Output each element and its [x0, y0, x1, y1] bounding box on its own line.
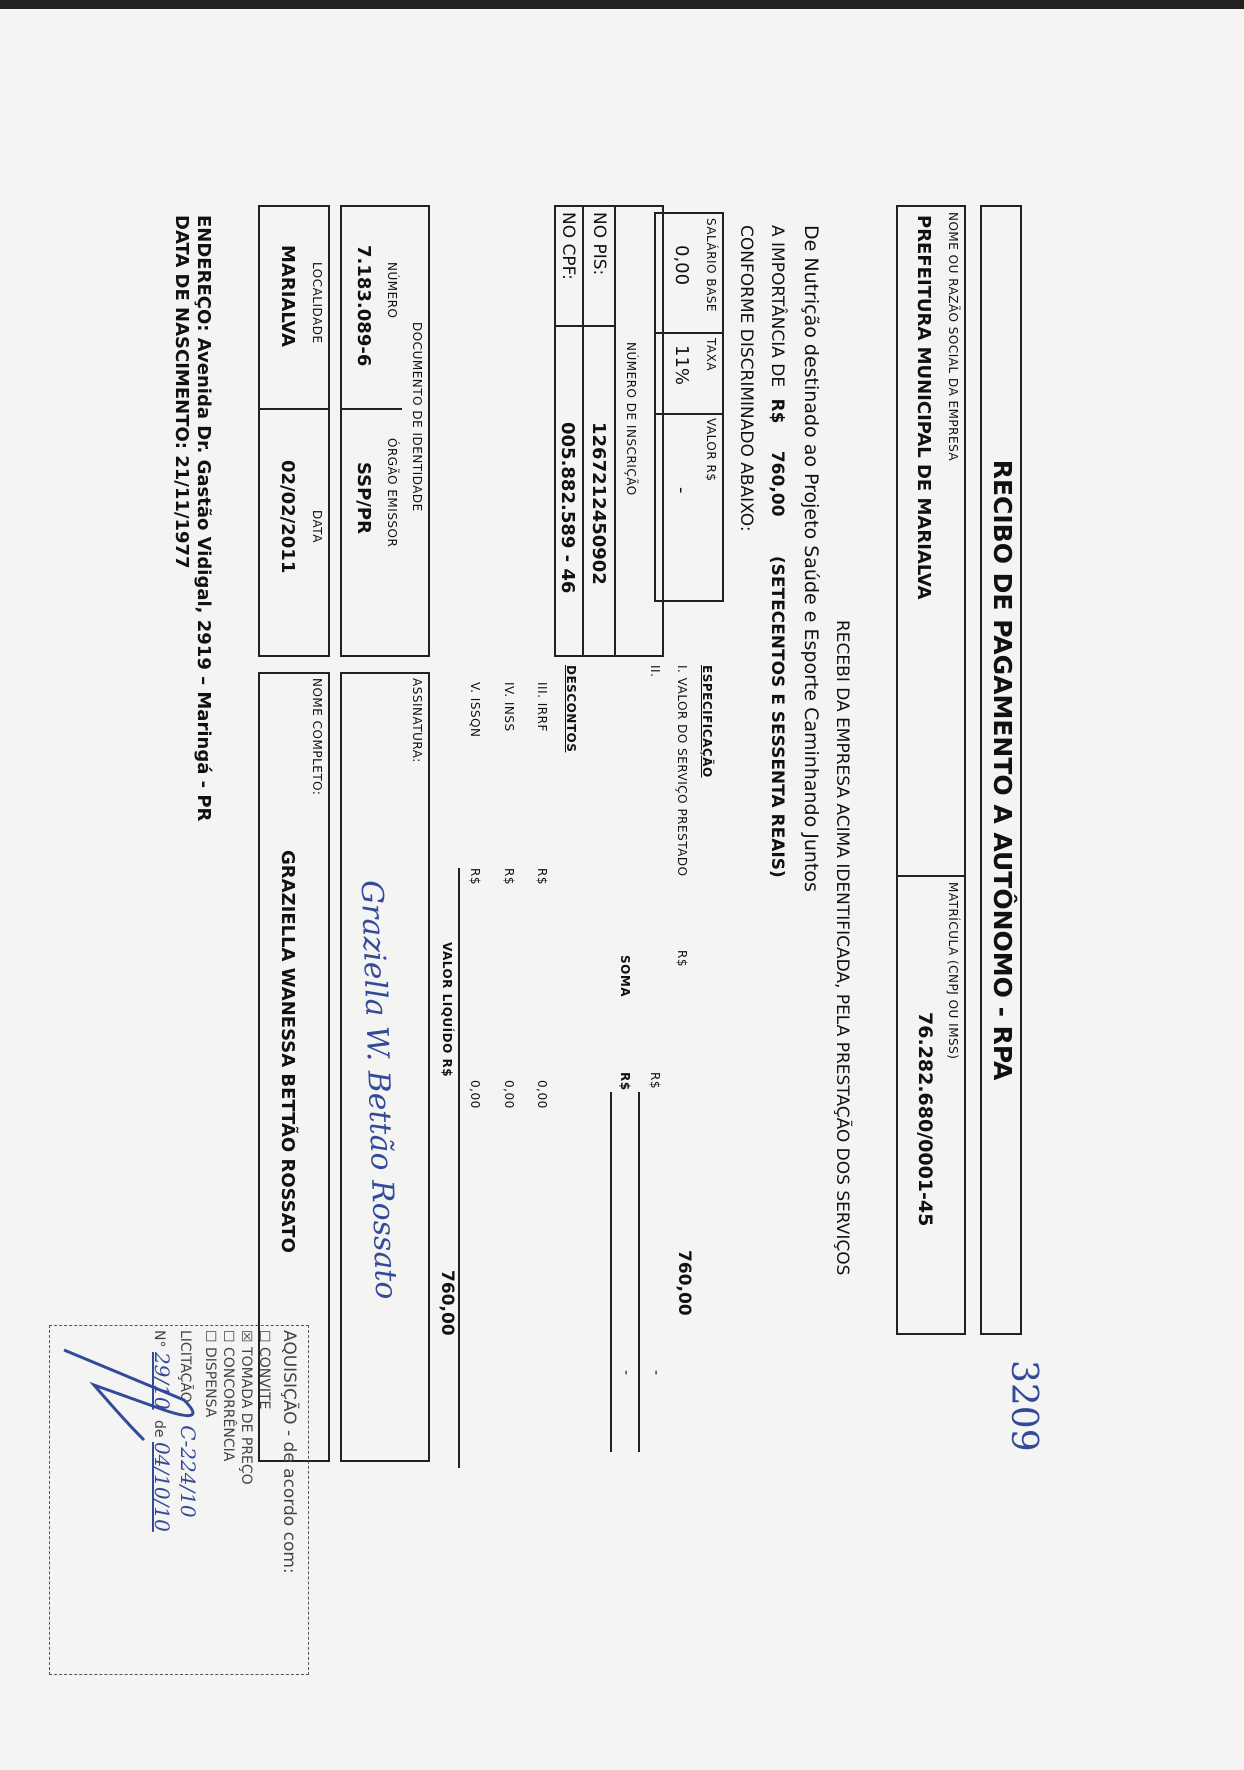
spec-item-2-label: II.: [648, 665, 662, 678]
stamp-option-tomada: [238, 1330, 254, 1485]
stamp-option-concorrencia: [220, 1330, 236, 1461]
checkbox-tomada-icon: ☒: [238, 1330, 254, 1343]
stamp-heading: AQUISIÇÃO - de acordo com:: [279, 1330, 299, 1574]
spec-item-1-value: 760,00: [674, 1250, 694, 1316]
stamp-initials-scribble: [54, 1330, 204, 1450]
spec-item-2-value: -: [648, 1370, 664, 1376]
spec-item-1-label: I. VALOR DO SERVIÇO PRESTADO: [675, 665, 689, 877]
localidade-value: MARIALVA: [277, 245, 298, 347]
checkbox-convite-icon: ☐: [256, 1330, 272, 1343]
stamp-process-label: LICITAÇÃO: [177, 1330, 193, 1403]
stamp-option-dispensa-label: DISPENSA: [202, 1347, 218, 1418]
cpf-value: 005.882.589 - 46: [557, 422, 578, 594]
identity-orgao-label: ÓRGÃO EMISSOR: [385, 438, 399, 548]
discount-irrf-label: III. IRRF: [535, 682, 549, 732]
salary-base-value: 0,00: [671, 245, 692, 286]
stamp-number-value: 29/10: [150, 1351, 174, 1410]
stamp-process-value: C-224/10: [176, 1425, 200, 1518]
address: ENDEREÇO: Avenida Dr. Gastão Vidigal, 2919 – Maringá - PR: [193, 215, 214, 822]
discount-irrf-currency: R$: [535, 868, 549, 885]
checkbox-dispensa-icon: ☐: [202, 1330, 218, 1343]
valor-label: VALOR R$: [704, 418, 718, 482]
fullname-value: GRAZIELLA WANESSA BETTÃO ROSSATO: [277, 850, 298, 1253]
discounts-heading: DESCONTOS: [564, 665, 578, 753]
checkbox-concorrencia-icon: ☐: [220, 1330, 236, 1343]
net-value-label: VALOR LIQUÍDO R$: [440, 942, 454, 1078]
identity-orgao-value: SSP/PR: [353, 462, 374, 534]
discount-inss-label: IV. INSS: [502, 682, 516, 732]
statement-line-4: CONFORME DISCRIMINADO ABAIXO:: [736, 225, 756, 532]
stamp-option-concorrencia-label: CONCORRÊNCIA: [220, 1347, 236, 1462]
statement-line-2: De Nutrição destinado ao Projeto Saúde e Esporte Caminhando Juntos: [800, 225, 822, 892]
discount-inss-currency: R$: [502, 868, 516, 885]
soma-currency: R$: [618, 1072, 632, 1091]
page-title: RECIBO DE PAGAMENTO A AUTÔNOMO - RPA: [988, 459, 1017, 1081]
taxa-value: 11%: [671, 345, 692, 386]
statement-line-1: RECEBI DA EMPRESA ACIMA IDENTIFICADA, PELA PRESTAÇÃO DOS SERVIÇOS: [832, 620, 852, 1276]
spec-item-2-currency: R$: [648, 1072, 662, 1089]
pis-value: 1267212450902: [588, 422, 609, 585]
birth-date: DATA DE NASCIMENTO: 21/11/1977: [171, 215, 192, 569]
stamp-date-value: 04/10/10: [150, 1441, 174, 1532]
matricula-label: MATRÍCULA (CNPJ OU IMSS): [946, 882, 960, 1060]
fullname-label: NOME COMPLETO:: [310, 678, 324, 796]
identity-numero-label: NÚMERO: [385, 262, 399, 319]
valor-value: -: [671, 487, 692, 494]
matricula-value: 76.282.680/0001-45: [914, 1012, 936, 1227]
importancia-currency: R$: [767, 398, 787, 424]
spec-item-1-currency: R$: [675, 950, 689, 967]
signature-label: ASSINATURA:: [410, 678, 424, 763]
identity-numero-value: 7.183.089-6: [353, 245, 374, 367]
stamp-option-convite-label: CONVITE: [256, 1347, 272, 1410]
data-value: 02/02/2011: [277, 460, 298, 574]
company-name: PREFEITURA MUNICIPAL DE MARIALVA: [913, 215, 934, 600]
stamp-option-convite: [256, 1330, 272, 1409]
signature: Graziella W. Bettão Rossato: [353, 879, 404, 1300]
data-label: DATA: [310, 510, 324, 543]
soma-label: SOMA: [618, 955, 632, 998]
discount-irrf-value: 0,00: [535, 1080, 549, 1109]
importancia-value: 760,00: [767, 450, 787, 517]
importancia-words: (SETECENTOS E SESSENTA REAIS): [767, 555, 787, 878]
spec-heading: ESPECIFICAÇÃO: [700, 665, 714, 778]
identity-label: DOCUMENTO DE IDENTIDADE: [410, 322, 424, 512]
discount-issqn-currency: R$: [468, 868, 482, 885]
soma-value: -: [618, 1370, 634, 1376]
stamp-option-dispensa: [202, 1330, 218, 1417]
statement-line-3: [767, 225, 787, 878]
taxa-label: TAXA: [704, 338, 718, 372]
stamp-option-tomada-label: TOMADA DE PREÇO: [238, 1347, 254, 1485]
pis-label: NO PIS:: [589, 212, 609, 276]
net-value: 760,00: [437, 1270, 457, 1336]
discount-issqn-value: 0,00: [468, 1080, 482, 1109]
page-number: 3209: [1003, 1360, 1044, 1452]
stamp-date-prefix: de: [151, 1420, 167, 1438]
cpf-label: NO CPF:: [558, 212, 578, 280]
inscricao-label: NÚMERO DE INSCRIÇÃO: [624, 342, 638, 496]
stamp-number-prefix: N°: [151, 1330, 167, 1348]
discount-issqn-label: V. ISSQN: [468, 682, 482, 738]
localidade-label: LOCALIDADE: [310, 262, 324, 344]
importancia-label: A IMPORTÂNCIA DE: [767, 225, 787, 388]
company-name-label: NOME OU RAZÃO SOCIAL DA EMPRESA: [946, 212, 960, 462]
salary-base-label: SALÁRIO BASE: [704, 218, 718, 312]
discount-inss-value: 0,00: [502, 1080, 516, 1109]
